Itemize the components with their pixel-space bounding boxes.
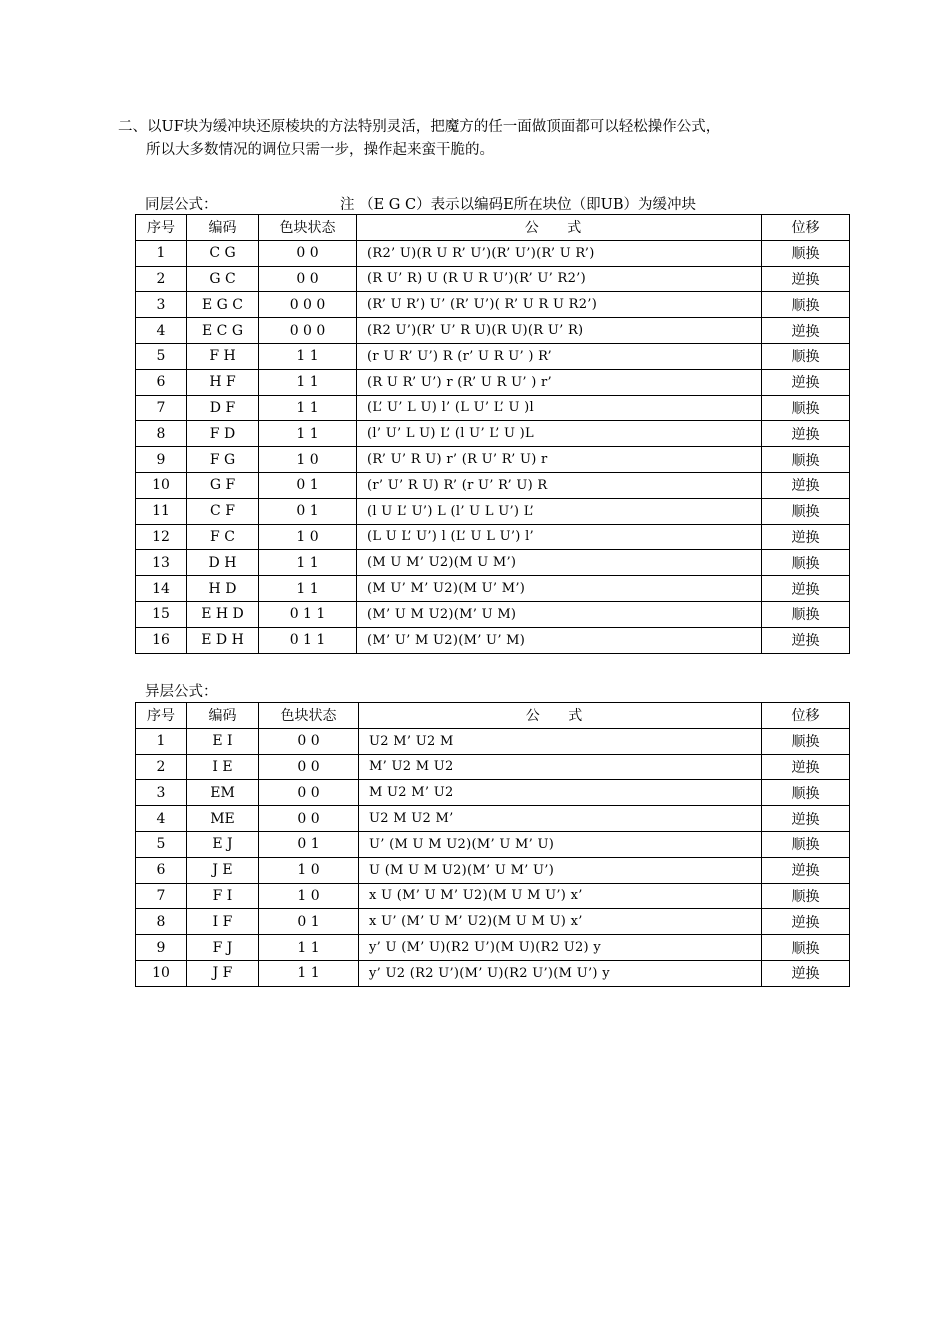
row-number: 5 [136,343,187,369]
row-formula: M’ U2 M U2 [359,754,762,780]
row-code: F G [187,447,259,473]
table-row [136,806,850,832]
table-row [136,343,850,369]
row-number: 2 [136,266,187,292]
row-shift: 顺换 [762,831,850,857]
header-shift: 位移 [762,215,850,241]
row-number: 4 [136,318,187,344]
row-code: E J [187,831,259,857]
row-shift: 逆换 [762,318,850,344]
row-code: D F [187,395,259,421]
row-shift: 顺换 [762,883,850,909]
table-header-row [136,703,850,729]
row-color-state: 0 0 [259,806,359,832]
row-shift: 顺换 [762,728,850,754]
row-formula: y’ U2 (R2 U’)(M’ U)(R2 U’)(M U’) y [359,960,762,986]
table-row [136,395,850,421]
row-color-state: 1 1 [259,343,357,369]
row-code: F D [187,421,259,447]
row-color-state: 1 1 [259,369,357,395]
row-formula: (R U R’ U’) r (R’ U R U’ ) r’ [357,369,762,395]
row-code: ME [187,806,259,832]
table-row [136,369,850,395]
row-number: 1 [136,728,187,754]
table-row [136,472,850,498]
row-code: I F [187,909,259,935]
row-color-state: 0 0 0 [259,318,357,344]
row-number: 4 [136,806,187,832]
row-formula: (R2 U’)(R’ U’ R U)(R U)(R U’ R) [357,318,762,344]
same-layer-label: 同层公式： [145,197,218,213]
row-formula: (r U R’ U’) R (r’ U R U’ ) R’ [357,343,762,369]
row-code: EM [187,780,259,806]
row-number: 9 [136,447,187,473]
row-shift: 顺换 [762,447,850,473]
row-number: 16 [136,627,187,653]
row-color-state: 0 1 [259,498,357,524]
table-row [136,627,850,653]
row-color-state: 1 1 [259,421,357,447]
diff-layer-table [135,702,850,987]
row-formula: (R U’ R) U (R U R U’)(R’ U’ R2’) [357,266,762,292]
row-number: 10 [136,472,187,498]
same-layer-heading [145,193,697,214]
table-row [136,857,850,883]
row-shift: 逆换 [762,857,850,883]
row-code: E C G [187,318,259,344]
table-row [136,883,850,909]
row-color-state: 0 1 [259,909,359,935]
row-number: 2 [136,754,187,780]
table-row [136,576,850,602]
table-row [136,498,850,524]
header-code: 编码 [187,215,259,241]
row-number: 5 [136,831,187,857]
table-row [136,318,850,344]
row-number: 10 [136,960,187,986]
row-formula: (L’ U’ L U) l’ (L U’ L’ U )l [357,395,762,421]
row-code: D H [187,550,259,576]
row-code: E H D [187,601,259,627]
row-formula: (R’ U R’) U’ (R’ U’)( R’ U R U R2’) [357,292,762,318]
row-code: I E [187,754,259,780]
row-color-state: 0 0 0 [259,292,357,318]
header-state: 色块状态 [259,703,359,729]
row-formula: y’ U (M’ U)(R2 U’)(M U)(R2 U2) y [359,935,762,961]
row-number: 8 [136,421,187,447]
row-code: J E [187,857,259,883]
intro-line-1: 二、以UF块为缓冲块还原棱块的方法特别灵活，把魔方的任一面做顶面都可以轻松操作公式， [118,119,721,135]
table-header-row [136,215,850,241]
row-code: F I [187,883,259,909]
row-color-state: 1 0 [259,883,359,909]
row-color-state: 1 0 [259,524,357,550]
row-formula: (r’ U’ R U) R’ (r U’ R’ U) R [357,472,762,498]
row-number: 1 [136,240,187,266]
table-row [136,909,850,935]
row-color-state: 0 1 [259,831,359,857]
row-number: 12 [136,524,187,550]
row-code: G F [187,472,259,498]
table-row [136,754,850,780]
row-formula: U2 M’ U2 M [359,728,762,754]
row-color-state: 1 1 [259,576,357,602]
diff-layer-heading [145,680,218,701]
row-number: 3 [136,780,187,806]
header-shift: 位移 [762,703,850,729]
row-number: 7 [136,395,187,421]
row-color-state: 1 1 [259,960,359,986]
row-number: 6 [136,857,187,883]
row-number: 13 [136,550,187,576]
table-row [136,780,850,806]
intro-paragraph [118,116,720,162]
row-formula: U2 M U2 M’ [359,806,762,832]
row-shift: 逆换 [762,806,850,832]
row-shift: 顺换 [762,395,850,421]
row-shift: 顺换 [762,550,850,576]
row-code: J F [187,960,259,986]
row-formula: (M U’ M’ U2)(M U’ M’) [357,576,762,602]
row-color-state: 1 0 [259,857,359,883]
row-color-state: 0 1 [259,472,357,498]
row-number: 7 [136,883,187,909]
row-formula: (l’ U’ L U) L’ (l U’ L’ U )L [357,421,762,447]
row-color-state: 1 0 [259,447,357,473]
row-formula: (R2’ U)(R U R’ U’)(R’ U’)(R’ U R’) [357,240,762,266]
row-code: H F [187,369,259,395]
table-row [136,421,850,447]
header-formula: 公 式 [357,215,762,241]
row-formula: (M’ U’ M U2)(M’ U’ M) [357,627,762,653]
row-shift: 顺换 [762,292,850,318]
row-shift: 顺换 [762,498,850,524]
row-code: E G C [187,292,259,318]
row-shift: 逆换 [762,524,850,550]
table-row [136,831,850,857]
row-shift: 逆换 [762,627,850,653]
header-no: 序号 [136,703,187,729]
table-row [136,550,850,576]
row-number: 15 [136,601,187,627]
row-formula: M U2 M’ U2 [359,780,762,806]
row-shift: 顺换 [762,780,850,806]
row-code: C F [187,498,259,524]
row-code: H D [187,576,259,602]
row-shift: 顺换 [762,935,850,961]
table-row [136,292,850,318]
row-shift: 顺换 [762,240,850,266]
row-shift: 顺换 [762,343,850,369]
row-number: 9 [136,935,187,961]
row-formula: (l U L’ U’) L (l’ U L U’) L’ [357,498,762,524]
row-code: F J [187,935,259,961]
row-color-state: 0 0 [259,780,359,806]
row-shift: 逆换 [762,754,850,780]
row-shift: 逆换 [762,266,850,292]
row-formula: (M’ U M U2)(M’ U M) [357,601,762,627]
header-state: 色块状态 [259,215,357,241]
row-color-state: 1 1 [259,935,359,961]
row-formula: x U’ (M’ U M’ U2)(M U M U) x’ [359,909,762,935]
row-code: E I [187,728,259,754]
row-color-state: 0 1 1 [259,601,357,627]
intro-line-2: 所以大多数情况的调位只需一步，操作起来蛮干脆的。 [146,142,494,158]
row-formula: x U (M’ U M’ U2)(M U M U’) x’ [359,883,762,909]
row-code: C G [187,240,259,266]
row-formula: U’ (M U M U2)(M’ U M’ U) [359,831,762,857]
table-row [136,524,850,550]
row-color-state: 0 0 [259,754,359,780]
header-no: 序号 [136,215,187,241]
row-number: 3 [136,292,187,318]
diff-layer-label: 异层公式： [145,684,218,700]
row-color-state: 1 1 [259,395,357,421]
row-code: F C [187,524,259,550]
row-shift: 逆换 [762,472,850,498]
table-row [136,728,850,754]
table-row [136,447,850,473]
row-formula: U (M U M U2)(M’ U M’ U’) [359,857,762,883]
row-color-state: 0 0 [259,240,357,266]
table-row [136,935,850,961]
row-formula: (L U L’ U’) l (L’ U L U’) l’ [357,524,762,550]
row-code: F H [187,343,259,369]
table-row [136,240,850,266]
table-row [136,266,850,292]
row-color-state: 0 1 1 [259,627,357,653]
row-shift: 逆换 [762,960,850,986]
row-shift: 顺换 [762,601,850,627]
row-formula: (M U M’ U2)(M U M’) [357,550,762,576]
header-formula: 公 式 [359,703,762,729]
row-shift: 逆换 [762,369,850,395]
row-color-state: 0 0 [259,728,359,754]
row-formula: (R’ U’ R U) r’ (R U’ R’ U) r [357,447,762,473]
row-color-state: 1 1 [259,550,357,576]
row-number: 8 [136,909,187,935]
row-number: 14 [136,576,187,602]
row-number: 11 [136,498,187,524]
row-shift: 逆换 [762,909,850,935]
table-row [136,601,850,627]
header-code: 编码 [187,703,259,729]
row-number: 6 [136,369,187,395]
row-code: E D H [187,627,259,653]
buffer-note: 注 （E G C）表示以编码E所在块位（即UB）为缓冲块 [340,197,697,213]
row-shift: 逆换 [762,576,850,602]
table-row [136,960,850,986]
same-layer-table [135,214,850,654]
row-shift: 逆换 [762,421,850,447]
row-color-state: 0 0 [259,266,357,292]
row-code: G C [187,266,259,292]
